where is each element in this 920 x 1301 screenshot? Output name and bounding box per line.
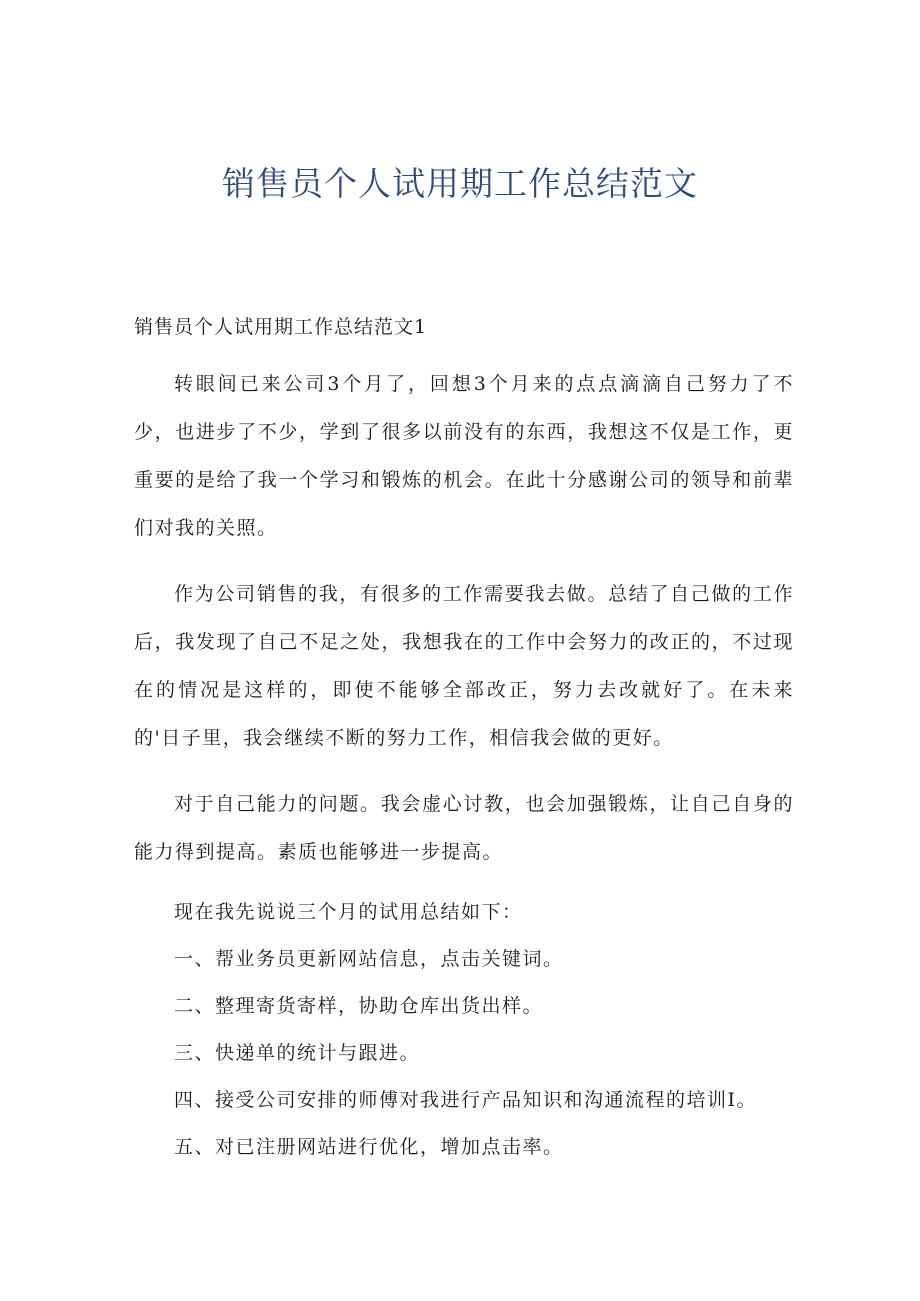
list-item: 四、接受公司安排的师傅对我进行产品知识和沟通流程的培训I。 [174, 1089, 758, 1111]
list-item: 二、整理寄货寄样，协助仓库出货出样。 [174, 995, 544, 1017]
list-item: 一、帮业务员更新网站信息，点击关键词。 [174, 948, 564, 970]
list-intro: 现在我先说说三个月的试用总结如下： [174, 901, 523, 923]
section-heading: 销售员个人试用期工作总结范文1 [134, 316, 428, 338]
list-item: 五、对已注册网站进行优化，增加点击率。 [174, 1136, 564, 1158]
list-item: 三、快递单的统计与跟进。 [174, 1042, 421, 1064]
document-title: 销售员个人试用期工作总结范文 [222, 164, 698, 203]
body-paragraph: 对于自己能力的问题。我会虚心讨教，也会加强锻炼，让自己自身的能力得到提高。素质也能够进一步提高。 [134, 793, 794, 863]
body-paragraph: 转眼间已来公司3个月了，回想3个月来的点点滴滴自己努力了不少，也进步了不少，学到了很多以前没有的东西，我想这不仅是工作，更重要的是给了我一个学习和锻炼的机会。在此十分感谢公司的领导和前辈们对我的关照。 [134, 373, 794, 539]
body-paragraph: 作为公司销售的我，有很多的工作需要我去做。总结了自己做的工作后，我发现了自己不足之处，我想我在的工作中会努力的改正的，不过现在的情况是这样的，即使不能够全部改正，努力去改就好了。在未来的'日子里，我会继续不断的努力工作，相信我会做的更好。 [134, 583, 794, 749]
document-body [134, 308, 794, 1176]
